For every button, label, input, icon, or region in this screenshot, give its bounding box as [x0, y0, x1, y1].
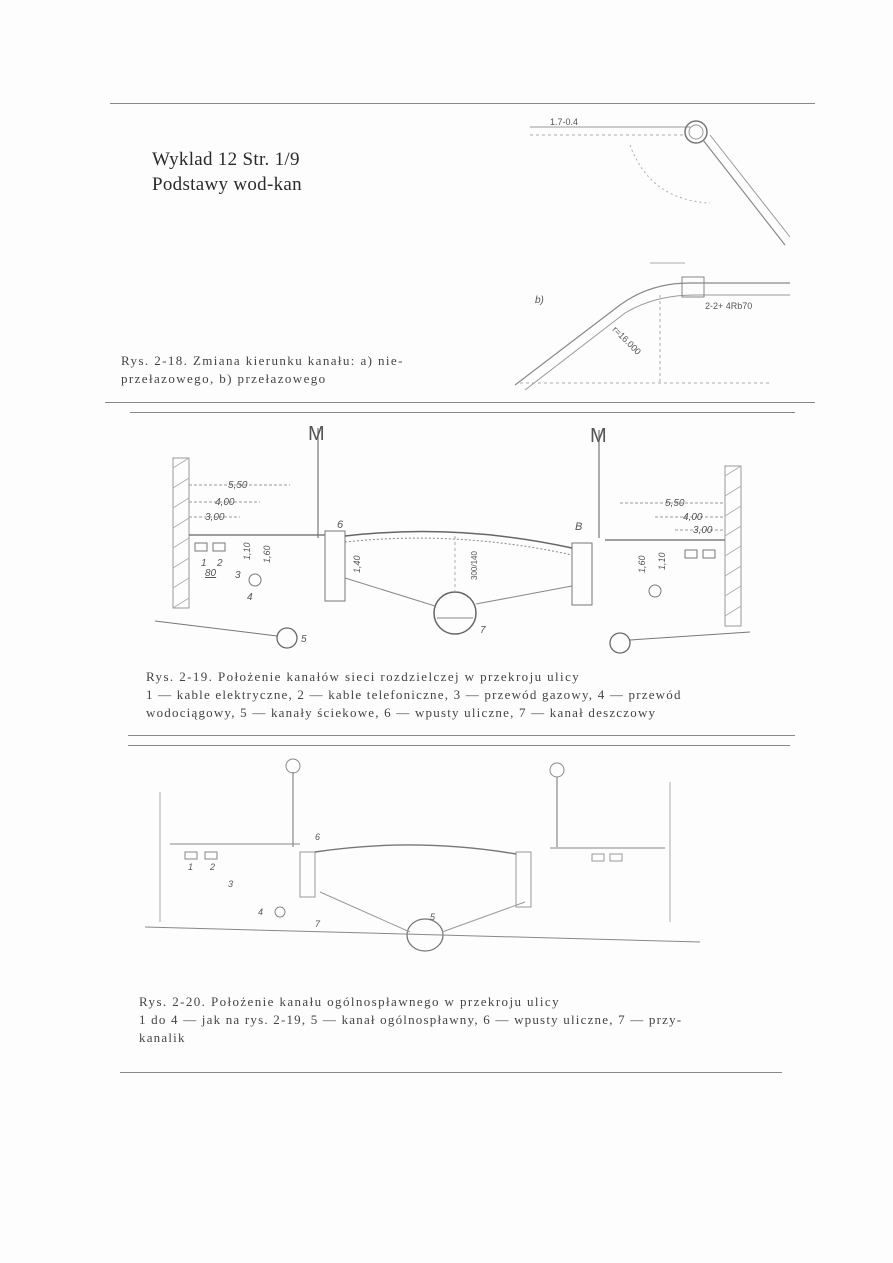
page-subtitle: Podstawy wod-kan: [152, 174, 302, 195]
fig20-num-2: 2: [210, 862, 216, 872]
svg-text:M: M: [590, 425, 607, 447]
fig18-bottom-rule: [105, 402, 815, 403]
fig19-num-7: 7: [480, 625, 486, 636]
top-rule: [110, 103, 815, 104]
fig18-drawing: [500, 105, 800, 400]
fig20-num-7: 7: [315, 919, 321, 929]
fig19-top-rule: [130, 412, 795, 413]
fig20-caption-title: Rys. 2-20. Położenie kanału ogólnospławnego w przekroju ulicy: [139, 994, 561, 1009]
fig19-num-1: 1: [201, 558, 207, 569]
fig20-top-rule: [128, 745, 790, 746]
fig19-depth-left-0: 1,10: [242, 542, 252, 560]
fig19-num-5: 5: [301, 634, 307, 645]
fig19-num-4: 4: [247, 592, 253, 603]
fig19-caption-title: Rys. 2-19. Położenie kanałów sieci rozdzielczej w przekroju ulicy: [146, 669, 581, 684]
fig18-label-right: 2-2+ 4Rb70: [705, 301, 753, 311]
fig20-num-6: 6: [315, 832, 321, 842]
fig20-drawing: [140, 752, 700, 977]
fig18-caption-line2: przełazowego, b) przełazowego: [121, 371, 327, 386]
fig18-label-radius: r=16.000: [610, 324, 643, 357]
fig19-label-80: 80: [205, 568, 217, 579]
fig18-label-b: b): [535, 295, 544, 306]
fig19-depth-left-1: 1,60: [262, 545, 272, 563]
fig20-num-1: 1: [188, 862, 194, 872]
fig19-label-B: B: [575, 521, 583, 533]
fig19-depth-left-2: 1,40: [352, 555, 362, 573]
fig19-drawing: [135, 418, 790, 663]
fig18-label-top: 1.7-0.4: [550, 117, 579, 127]
fig20-caption-line1: 1 do 4 — jak na rys. 2-19, 5 — kanał ogólnospławny, 6 — wpusty uliczne, 7 — przy-: [139, 1012, 683, 1027]
fig19-dim-left-1: 4,00: [215, 497, 235, 508]
fig19-dim-left-0: 5,50: [228, 480, 248, 491]
fig18-caption-line1: Rys. 2-18. Zmiana kierunku kanału: a) nie-: [121, 353, 404, 368]
fig19-caption-line1: 1 — kable elektryczne, 2 — kable telefoniczne, 3 — przewód gazowy, 4 — przewód: [146, 687, 682, 702]
page-title: Wyklad 12 Str. 1/9: [152, 149, 300, 170]
svg-text:M: M: [308, 423, 325, 445]
fig19-pipe-label: 300/140: [470, 551, 479, 580]
fig19-depth-right-1: 1,10: [657, 552, 667, 570]
fig19-num-3: 3: [235, 570, 241, 581]
fig19-dim-left-2: 3,00: [205, 512, 225, 523]
fig19-dim-right-2: 3,00: [693, 525, 713, 536]
fig19-dim-right-1: 4,00: [683, 512, 703, 523]
fig20-caption-line2: kanalik: [139, 1030, 186, 1045]
fig19-num-2: 2: [217, 558, 223, 569]
fig19-bottom-rule: [128, 735, 795, 736]
fig19-num-6: 6: [337, 519, 344, 531]
fig19-depth-right-0: 1,60: [637, 555, 647, 573]
fig20-num-3: 3: [228, 879, 234, 889]
fig20-num-4: 4: [258, 907, 264, 917]
fig19-dim-right-0: 5,50: [665, 498, 685, 509]
fig19-caption-line2: wodociągowy, 5 — kanały ściekowe, 6 — wpusty uliczne, 7 — kanał deszczowy: [146, 705, 657, 720]
fig20-bottom-rule: [120, 1072, 782, 1073]
fig20-num-5: 5: [430, 912, 436, 922]
